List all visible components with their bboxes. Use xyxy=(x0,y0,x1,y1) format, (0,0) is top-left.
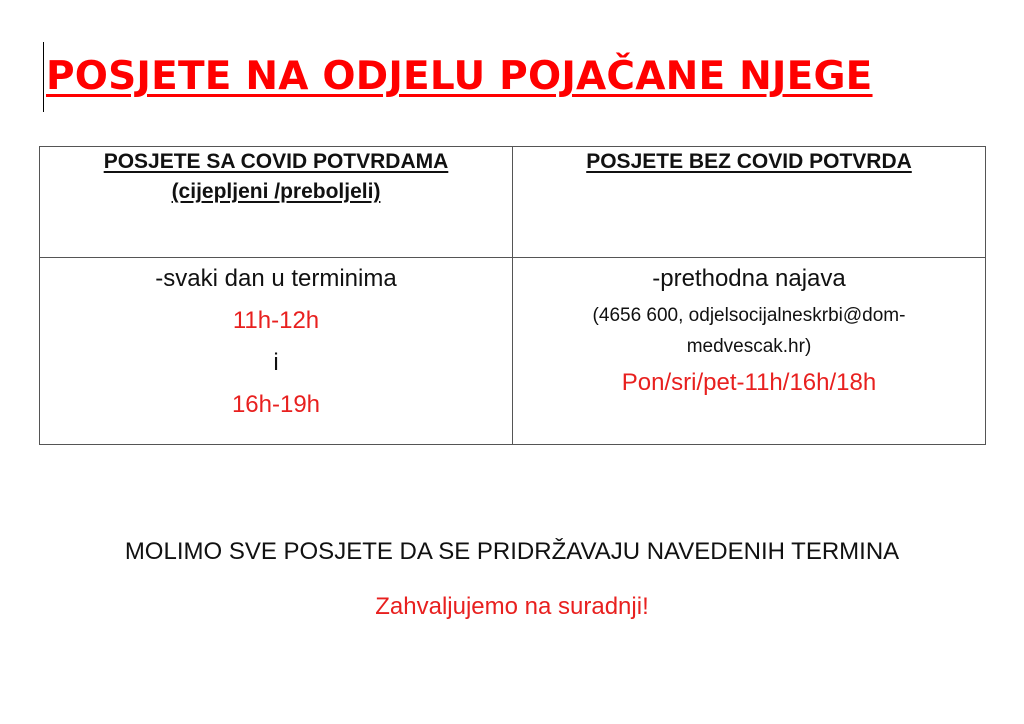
contact-info-line2: medvescak.hr) xyxy=(686,336,812,357)
daily-visits-text: -svaki dan u terminima xyxy=(155,265,397,292)
header-without-covid-label: POSJETE BEZ COVID POTVRDA xyxy=(586,150,912,173)
weekday-schedule: Pon/sri/pet-11h/16h/18h xyxy=(621,369,877,396)
time-slot-morning: 11h-12h xyxy=(232,307,320,334)
visits-table xyxy=(39,146,986,445)
header-with-covid-line1: POSJETE SA COVID POTVRDAMA xyxy=(103,150,449,173)
header-with-covid-line2: (cijepljeni /preboljeli) xyxy=(171,180,381,203)
page-title: POSJETE NA ODJELU POJAČANE NJEGE xyxy=(46,54,873,99)
thank-you-note: Zahvaljujemo na suradnji! xyxy=(375,593,649,620)
header-without-covid-certificate xyxy=(513,147,986,258)
header-with-covid-certificate xyxy=(40,147,513,258)
table-header-row xyxy=(40,147,986,258)
time-slot-afternoon: 16h-19h xyxy=(231,391,321,418)
cell-with-covid-schedule xyxy=(40,258,513,445)
margin-marker xyxy=(43,42,44,112)
appeal-notice: MOLIMO SVE POSJETE DA SE PRIDRŽAVAJU NAVEDENIH TERMINA xyxy=(124,538,900,565)
time-slot-connector: i xyxy=(273,349,279,376)
prior-notice-text: -prethodna najava xyxy=(652,265,846,292)
table-body-row xyxy=(40,258,986,445)
contact-info-line1: (4656 600, odjelsocijalneskrbi@dom- xyxy=(592,305,906,326)
cell-without-covid-schedule xyxy=(513,258,986,445)
